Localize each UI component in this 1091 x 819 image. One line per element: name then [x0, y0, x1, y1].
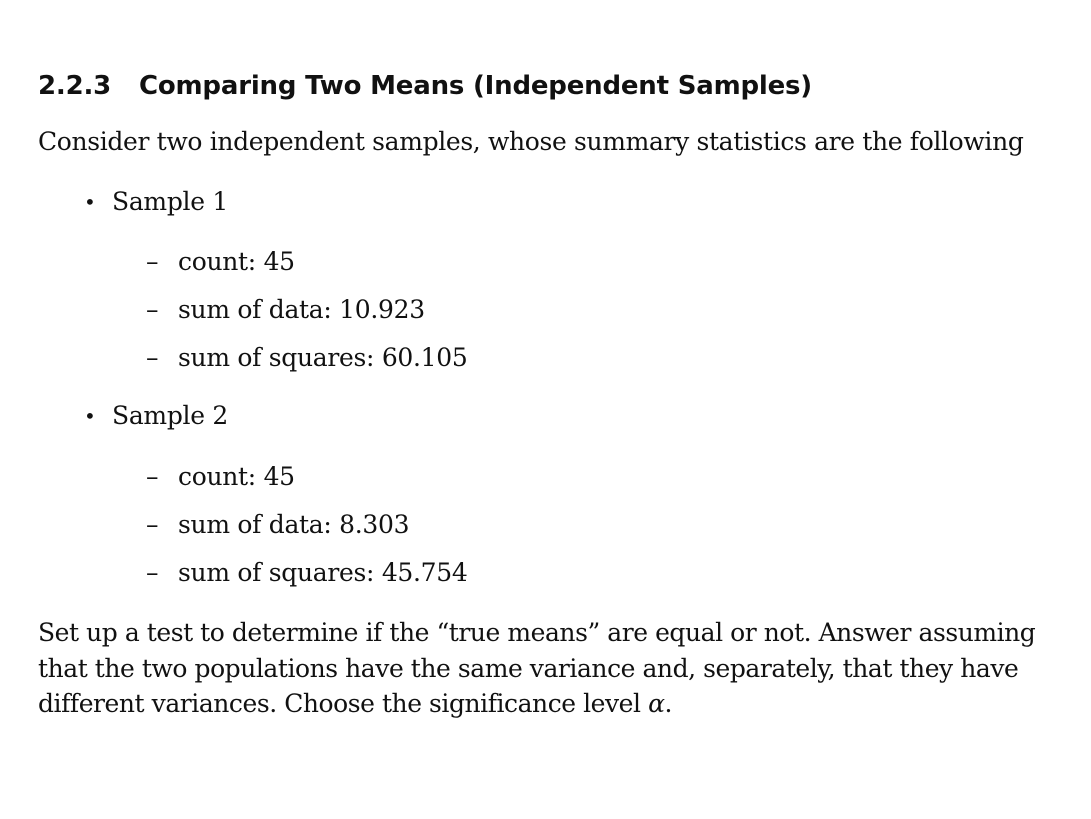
bullet-marker: • — [84, 404, 96, 428]
sample-2-label: Sample 2 — [112, 401, 228, 430]
sample-1-sum-of-data — [146, 292, 425, 328]
sample-1-count — [146, 244, 295, 280]
dash-marker: – — [146, 295, 159, 324]
task-line-2: that the two populations have the same variance and, separately, that they have — [38, 653, 1019, 683]
section-number: 2.2.3 — [38, 71, 112, 101]
stat-text: sum of data: 8.303 — [178, 510, 410, 539]
dash-marker: – — [146, 558, 159, 587]
sample-1-bullet — [84, 184, 228, 220]
task-line-3 — [38, 686, 1078, 722]
sample-2-bullet — [84, 398, 228, 434]
task-paragraph — [38, 615, 1078, 722]
sample-1-sum-of-squares — [146, 340, 468, 376]
bullet-marker: • — [84, 190, 96, 214]
sample-2-sum-of-data — [146, 507, 409, 543]
dash-marker: – — [146, 247, 159, 276]
section-title: Comparing Two Means (Independent Samples) — [139, 71, 812, 101]
section-heading — [38, 68, 812, 104]
dash-marker: – — [146, 462, 159, 491]
dash-marker: – — [146, 510, 159, 539]
alpha-symbol: α — [648, 689, 665, 718]
stat-text: count: 45 — [178, 462, 295, 491]
task-line-1: Set up a test to determine if the “true means” are equal or not. Answer assuming — [38, 618, 1036, 647]
dash-marker: – — [146, 343, 159, 372]
stat-text: sum of squares: 45.754 — [178, 558, 468, 587]
intro-paragraph: Consider two independent samples, whose summary statistics are the following — [38, 127, 1024, 156]
stat-text: sum of squares: 60.105 — [178, 343, 468, 372]
stat-text: sum of data: 10.923 — [178, 295, 425, 324]
task-line-3-period: . — [664, 689, 672, 718]
sample-1-label: Sample 1 — [112, 187, 228, 216]
sample-2-sum-of-squares — [146, 555, 468, 591]
stat-text: count: 45 — [178, 247, 295, 276]
task-line-3-text: different variances. Choose the significance level — [38, 689, 649, 718]
sample-2-count — [146, 459, 295, 495]
